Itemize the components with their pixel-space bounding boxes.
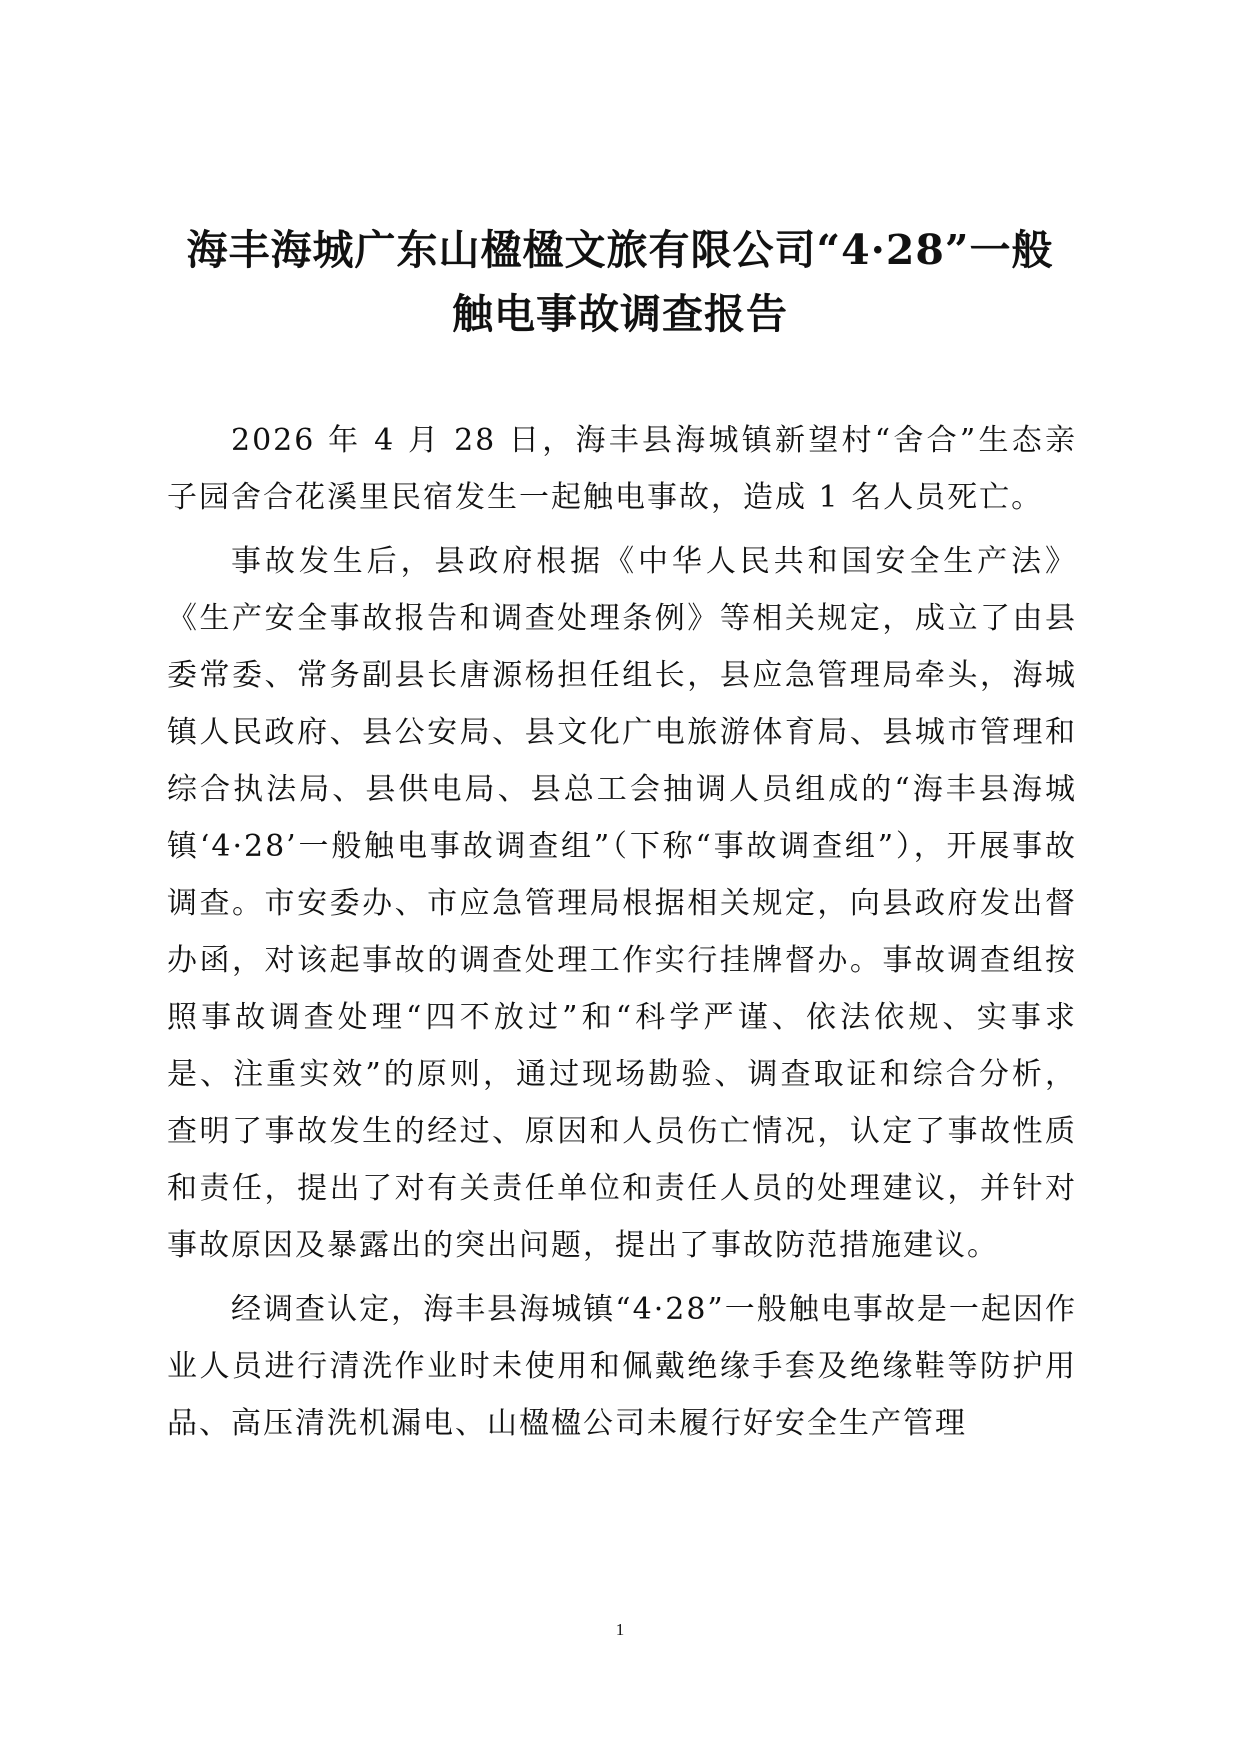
title-line-2: 触电事故调查报告: [452, 290, 788, 338]
paragraph: 事故发生后，县政府根据《中华人民共和国安全生产法》《生产安全事故报告和调查处理条例》等相关规定，成立了由县委常委、常务副县长唐源杨担任组长，县应急管理局牵头，海城镇人民政府、县公安局、县文化广电旅游体育局、县城市管理和综合执法局、县供电局、县总工会抽调人员组成的“海丰县海城镇‘4·28’一般触电事故调查组”（下称“事故调查组”），开展事故调查。市安委办、市应急管理局根据相关规定，向县政府发出督办函，对该起事故的调查处理工作实行挂牌督办。事故调查组按照事故调查处理“四不放过”和“科学严谨、依法依规、实事求是、注重实效”的原则，通过现场勘验、调查取证和综合分析，查明了事故发生的经过、原因和人员伤亡情况，认定了事故性质和责任，提出了对有关责任单位和责任人员的处理建议，并针对事故原因及暴露出的突出问题，提出了事故防范措施建议。: [167, 544, 1077, 1263]
document-body: [167, 412, 1077, 1459]
paragraph: 2026 年 4 月 28 日，海丰县海城镇新望村“舍合”生态亲子园舍合花溪里民宿发生一起触电事故，造成 1 名人员死亡。: [167, 423, 1077, 515]
paragraph: 经调查认定，海丰县海城镇“4·28”一般触电事故是一起因作业人员进行清洗作业时未使用和佩戴绝缘手套及绝缘鞋等防护用品、高压清洗机漏电、山楹楹公司未履行好安全生产管理: [167, 1292, 1077, 1441]
title-line-1: 海丰海城广东山楹楹文旅有限公司“4·28”一般: [186, 226, 1054, 274]
document-title: [150, 218, 1090, 346]
page-number: 1: [615, 1620, 625, 1639]
